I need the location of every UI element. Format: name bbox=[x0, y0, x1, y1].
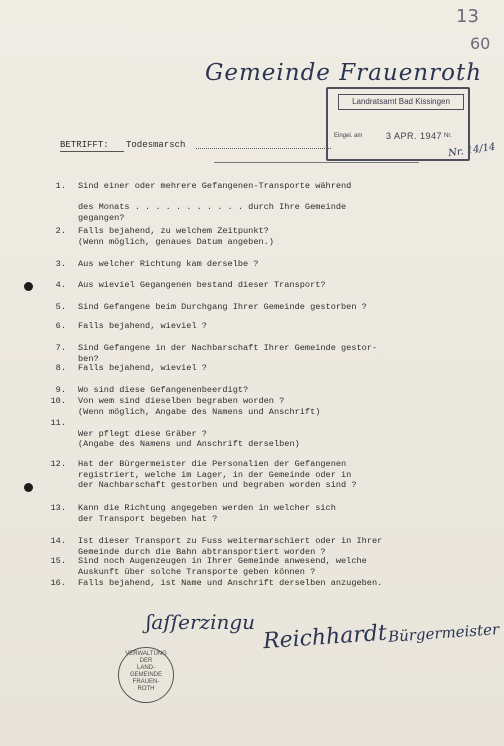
question-text-line: Aus wieviel Gegangenen bestand dieser Transport? bbox=[78, 280, 326, 290]
stamp-number-label: Nr. bbox=[444, 133, 452, 139]
received-stamp bbox=[326, 87, 470, 161]
question-text-line: ben? bbox=[78, 353, 99, 364]
question-text-line: Sind noch Augenzeugen in Ihrer Gemeinde anwesend, welche bbox=[78, 556, 367, 566]
question-text-line: Wer pflegt diese Gräber ? bbox=[78, 428, 207, 439]
question-text-line: der Transport begeben hat ? bbox=[78, 513, 218, 524]
pencil-page-number-right: 60 bbox=[470, 34, 491, 53]
subject-underline bbox=[60, 151, 124, 152]
handwritten-margin-note: Nr. 14/14 bbox=[447, 141, 497, 160]
mayor-title-handwritten: Bürgermeister bbox=[387, 620, 500, 646]
question-text-line: Falls bejahend, zu welchem Zeitpunkt? bbox=[78, 226, 269, 236]
seal-text-line: ROTH bbox=[137, 686, 155, 692]
stamp-received-label: Eingel. am bbox=[334, 133, 363, 139]
question-number: 9. bbox=[55, 385, 66, 395]
question-number: 14. bbox=[50, 536, 66, 546]
subject-dotted-line bbox=[196, 148, 331, 149]
question-text-line: der Nachbarschaft gestorben und begraben worden sind ? bbox=[78, 480, 357, 490]
question-number: 5. bbox=[55, 302, 66, 312]
question-text-line: Falls bejahend, wieviel ? bbox=[78, 363, 207, 373]
question-number: 7. bbox=[55, 343, 66, 353]
question-number: 13. bbox=[50, 503, 66, 513]
mayor-signature: Reichhardt bbox=[262, 620, 388, 655]
question-number: 1. bbox=[55, 181, 66, 191]
question-text-line: Sind Gefangene beim Durchgang Ihrer Gemeinde gestorben ? bbox=[78, 302, 367, 312]
seal-text-line: GEMEINDE bbox=[129, 672, 162, 678]
question-number: 6. bbox=[55, 321, 66, 331]
seal-text-line: VERWALTUNG bbox=[125, 651, 167, 657]
question-text-line: Wo sind diese Gefangenenbeerdigt? bbox=[78, 385, 249, 395]
seal-text-line: LAND- bbox=[136, 665, 155, 671]
question-number: 2. bbox=[55, 226, 66, 236]
question-text-line: Sind Gefangene in der Nachbarschaft Ihrer Gemeinde gestor- bbox=[78, 343, 378, 353]
question-text-line: (Wenn möglich, Angabe des Namens und Anschrift) bbox=[78, 406, 321, 417]
punch-hole-lower bbox=[24, 483, 33, 492]
subject-label: BETRIFFT: bbox=[60, 140, 109, 150]
header-divider bbox=[214, 162, 419, 163]
punch-hole-upper bbox=[24, 282, 33, 291]
seal-text-line: FRAUEN- bbox=[132, 679, 160, 685]
question-number: 8. bbox=[55, 363, 66, 373]
question-number: 3. bbox=[55, 259, 66, 269]
question-text-line: gegangen? bbox=[78, 212, 125, 223]
question-number: 10. bbox=[50, 396, 66, 406]
question-text-line: (Wenn möglich, genaues Datum angeben.) bbox=[78, 236, 274, 247]
subject-value: Todesmarsch bbox=[126, 140, 186, 150]
question-text-line: Von wem sind dieselben begraben worden ? bbox=[78, 396, 285, 406]
question-text-line: Gemeinde durch die Bahn abtransportiert worden ? bbox=[78, 546, 326, 557]
seal-text-line: DER bbox=[139, 658, 153, 664]
question-text-line: Kann die Richtung angegeben werden in welcher sich bbox=[78, 503, 336, 513]
question-text-line: registriert, welche im Lager, in der Gemeinde oder in bbox=[78, 469, 352, 480]
municipal-seal bbox=[118, 647, 174, 703]
question-text-line: Falls bejahend, ist Name und Anschrift derselben anzugeben. bbox=[78, 578, 383, 588]
question-text-line: Hat der Bürgermeister die Personalien der Gefangenen bbox=[78, 459, 347, 469]
question-text-line: Aus welcher Richtung kam derselbe ? bbox=[78, 259, 259, 269]
question-text-line: Ist dieser Transport zu Fuss weitermarschiert oder in Ihrer bbox=[78, 536, 383, 546]
question-number: 12. bbox=[50, 459, 66, 469]
question-number: 15. bbox=[50, 556, 66, 566]
question-text-line: Auskunft über solche Transporte geben können ? bbox=[78, 566, 316, 577]
question-text-line: Sind einer oder mehrere Gefangenen-Transporte während bbox=[78, 181, 352, 191]
handwritten-witness-signature: ʃaſſerzingu bbox=[146, 610, 256, 634]
question-text-line: (Angabe des Namens und Anschrift derselben) bbox=[78, 439, 300, 449]
handwritten-municipality: Gemeinde Frauenroth bbox=[205, 60, 483, 86]
pencil-page-number-top: 13 bbox=[456, 6, 479, 27]
question-text-line: Falls bejahend, wieviel ? bbox=[78, 321, 207, 331]
question-number: 16. bbox=[50, 578, 66, 588]
stamp-received-date: 3 APR. 1947 bbox=[386, 131, 443, 141]
question-number: 11. bbox=[50, 418, 66, 428]
stamp-office: Landratsamt Bad Kissingen bbox=[338, 94, 464, 110]
question-number: 4. bbox=[55, 280, 66, 290]
question-text-line: des Monats . . . . . . . . . . . durch Ihre Gemeinde bbox=[78, 202, 347, 212]
